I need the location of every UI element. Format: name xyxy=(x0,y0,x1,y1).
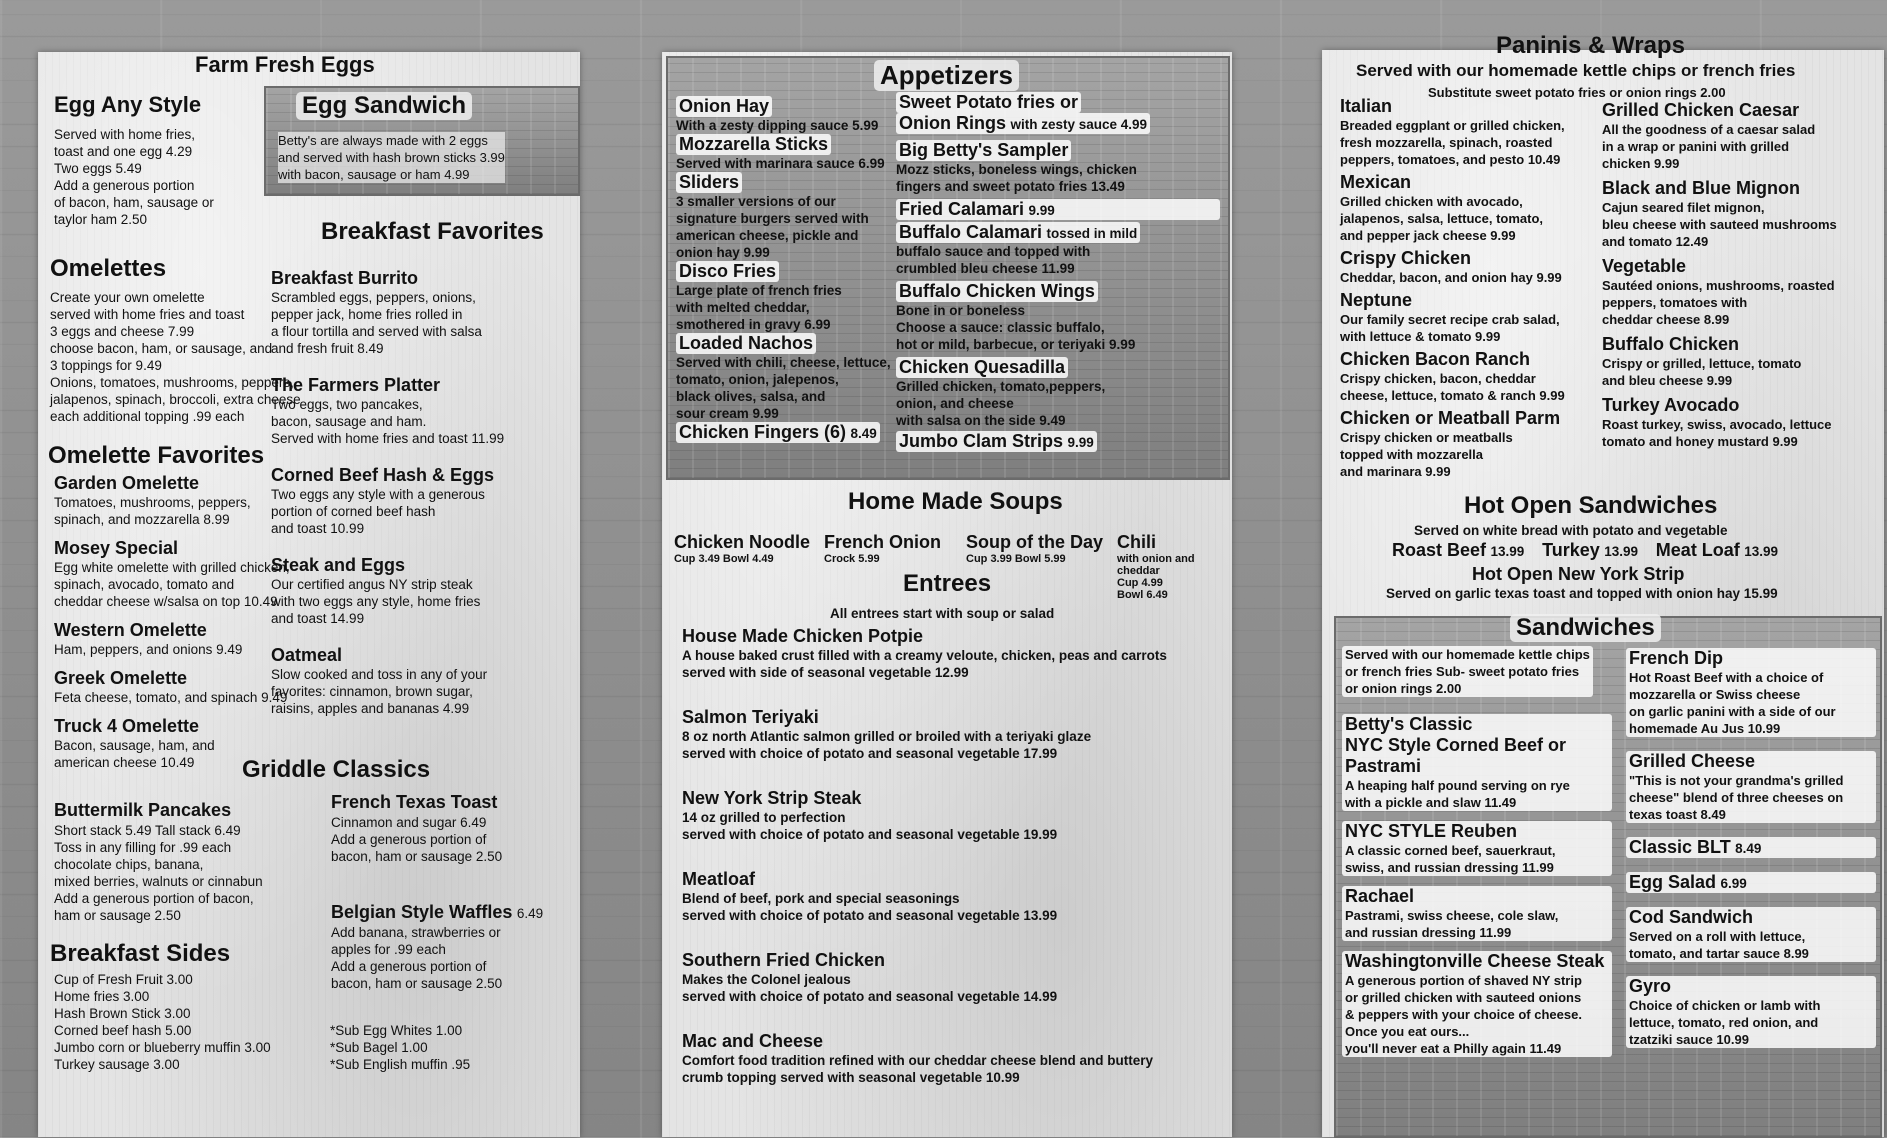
chicken-fingers-name: Chicken Fingers (6) xyxy=(679,422,847,442)
breakfast-item-name: Steak and Eggs xyxy=(271,555,406,575)
hot-open-item xyxy=(1392,540,1525,560)
panini-name: Vegetable xyxy=(1602,256,1687,276)
appetizer-desc: With a zesty dipping sauce 5.99 xyxy=(676,118,879,133)
entree-name: New York Strip Steak xyxy=(682,788,862,808)
sandwiches-title: Sandwiches xyxy=(1510,614,1661,642)
farm-fresh-eggs-title: Farm Fresh Eggs xyxy=(195,52,375,77)
omelette-item-name: Western Omelette xyxy=(54,620,207,640)
panini-desc: Breaded eggplant or grilled chicken, fresh mozzarella, spinach, roasted peppers, tomatoes, and pesto 10.49 xyxy=(1340,118,1565,167)
soup-name: Soup of the Day xyxy=(966,532,1104,552)
appetizer-price: 9.99 xyxy=(1028,203,1055,218)
panini-desc: Roast turkey, swiss, avocado, lettuce tomato and honey mustard 9.99 xyxy=(1602,417,1832,449)
appetizer-name: Disco Fries xyxy=(676,261,779,282)
panini-name: Turkey Avocado xyxy=(1602,395,1740,415)
paninis-title: Paninis & Wraps xyxy=(1496,32,1685,59)
sandwich-item xyxy=(1626,976,1876,1048)
breakfast-sides-name: Breakfast Sides xyxy=(50,940,231,967)
sandwich-name: Egg Salad xyxy=(1629,872,1717,892)
panini-item xyxy=(1602,395,1880,450)
appetizers-box xyxy=(666,56,1230,480)
panini-desc: Crispy chicken or meatballs topped with mozzarella and marinara 9.99 xyxy=(1340,430,1513,479)
appetizer-name: Buffalo Calamari xyxy=(899,222,1043,242)
lunch-panel xyxy=(662,52,1232,1137)
omelette-item-desc: Ham, peppers, and onions 9.49 xyxy=(54,642,243,657)
buttermilk-desc: Short stack 5.49 Tall stack 6.49 Toss in any filling for .99 each chocolate chips, banana, mixed berries, walnuts or cinnabun Add a generous portion of bacon, ham or sausage 2.50 xyxy=(54,823,263,923)
soup-name: Chicken Noodle xyxy=(674,532,811,552)
appetizer-name: Mozzarella Sticks xyxy=(676,134,831,155)
panini-desc: Sautéed onions, mushrooms, roasted peppers, tomatoes with cheddar cheese 8.99 xyxy=(1602,278,1835,327)
breakfast-panel xyxy=(38,52,580,1137)
appetizer-name: Buffalo Chicken Wings xyxy=(896,281,1098,302)
hot-open-item-name: Turkey xyxy=(1542,540,1600,560)
omelettes-desc: Create your own omelette served with home fries and toast 3 eggs and cheese 7.99 choose bacon, ham, or sausage, and 3 toppings for 9.49 Onions, tomatoes, mushrooms, peppers, jalapenos, spinach, broccoli, extra cheese each additional topping .99 each xyxy=(50,290,301,424)
waffles-heading xyxy=(331,902,543,923)
breakfast-item xyxy=(271,465,561,537)
sandwich-item xyxy=(1626,751,1876,823)
hot-open-item-price: 13.99 xyxy=(1604,544,1639,559)
appetizer-name: Chicken Quesadilla xyxy=(896,357,1068,378)
substitutions: *Sub Egg Whites 1.00 *Sub Bagel 1.00 *Sub English muffin .95 xyxy=(330,1023,471,1072)
sandwich-desc: "This is not your grandma's grilled cheese" blend of three cheeses on texas toast 8.49 xyxy=(1629,773,1844,822)
breakfast-item xyxy=(271,375,561,447)
entrees-subtitle: All entrees start with soup or salad xyxy=(830,606,1055,621)
buttermilk-name: Buttermilk Pancakes xyxy=(54,800,232,820)
breakfast-item-name: Corned Beef Hash & Eggs xyxy=(271,465,495,485)
hot-open-item xyxy=(1655,540,1779,560)
sandwich-name: French Dip xyxy=(1629,648,1724,668)
sandwich-name: Betty's Classic NYC Style Corned Beef or Pastrami xyxy=(1345,714,1567,776)
sandwich-item xyxy=(1342,821,1612,876)
panini-name: Black and Blue Mignon xyxy=(1602,178,1801,198)
breakfast-items xyxy=(271,268,561,717)
omelette-item-name: Truck 4 Omelette xyxy=(54,716,200,736)
griddle-classics-title: Griddle Classics xyxy=(242,756,431,783)
sandwich-item xyxy=(1626,648,1876,737)
soup-item xyxy=(824,532,941,565)
hot-open-item-price: 13.99 xyxy=(1490,544,1525,559)
entree-name: Southern Fried Chicken xyxy=(682,950,886,970)
appetizer-desc: 3 smaller versions of our signature burgers served with american cheese, pickle and onion hay 9.99 xyxy=(676,194,869,260)
appetizer-desc: Served with marinara sauce 6.99 xyxy=(676,156,885,171)
panini-desc: Crispy or grilled, lettuce, tomato and bleu cheese 9.99 xyxy=(1602,356,1802,388)
entree-item xyxy=(682,707,1222,762)
appetizer-desc: Served with chili, cheese, lettuce, tomato, onion, jalepenos, black olives, salsa, and sour cream 9.99 xyxy=(676,355,891,421)
entree-item xyxy=(682,788,1222,843)
panini-name: Buffalo Chicken xyxy=(1602,334,1740,354)
sandwich-name: Gyro xyxy=(1629,976,1672,996)
entree-desc: A house baked crust filled with a creamy veloute, chicken, peas and carrots served with side of seasonal vegetable 12.99 xyxy=(682,648,1167,680)
sandwich-price: 6.99 xyxy=(1720,876,1747,891)
onion-rings-tail: with zesty sauce 4.99 xyxy=(1010,117,1148,132)
appetizers-right xyxy=(896,92,1220,452)
appetizer-item xyxy=(896,199,1220,220)
appetizer-tail: tossed in mild xyxy=(1046,226,1138,241)
breakfast-item xyxy=(271,645,561,717)
entree-item xyxy=(682,950,1222,1005)
panini-name: Italian xyxy=(1340,96,1393,116)
soup-desc: Cup 3.49 Bowl 4.49 xyxy=(674,553,774,565)
french-toast-desc: Cinnamon and sugar 6.49 Add a generous portion of bacon, ham or sausage 2.50 xyxy=(331,815,503,864)
entree-name: House Made Chicken Potpie xyxy=(682,626,924,646)
hot-ny-desc: Served on garlic texas toast and topped with onion hay 15.99 xyxy=(1386,586,1778,601)
sandwich-desc: A generous portion of shaved NY strip or grilled chicken with sauteed onions & peppers with your choice of cheese. Once you eat ours... you'll never eat a Philly again 11.49 xyxy=(1345,973,1582,1056)
entree-desc: 14 oz grilled to perfection served with choice of potato and seasonal vegetable 19.99 xyxy=(682,810,1058,842)
paninis-subtitle2: Substitute sweet potato fries or onion rings 2.00 xyxy=(1428,85,1726,100)
entree-desc: Comfort food tradition refined with our cheddar cheese blend and buttery crumb topping served with seasonal vegetable 10.99 xyxy=(682,1053,1154,1085)
breakfast-item-name: The Farmers Platter xyxy=(271,375,441,395)
appetizer-desc: Grilled chicken, tomato,peppers, onion, and cheese with salsa on the side 9.49 xyxy=(896,379,1106,428)
waffles-price: 6.49 xyxy=(516,906,544,921)
entree-item xyxy=(682,869,1222,924)
appetizer-desc: Mozz sticks, boneless wings, chicken fingers and sweet potato fries 13.49 xyxy=(896,162,1137,194)
sandwich-name: Cod Sandwich xyxy=(1629,907,1754,927)
soup-item xyxy=(966,532,1103,565)
hot-open-item xyxy=(1542,540,1639,560)
panini-item xyxy=(1340,349,1610,404)
breakfast-item xyxy=(271,555,561,627)
panini-item xyxy=(1340,172,1610,244)
sandwich-desc: A heaping half pound serving on rye with a pickle and slaw 11.49 xyxy=(1345,778,1570,810)
panini-item xyxy=(1602,178,1880,250)
appetizer-name: Loaded Nachos xyxy=(676,333,816,354)
appetizer-name: Sliders xyxy=(676,172,742,193)
panini-name: Neptune xyxy=(1340,290,1412,310)
onion-rings-name: Onion Rings xyxy=(899,113,1006,133)
appetizers-title: Appetizers xyxy=(874,60,1019,91)
hot-open-item-name: Meat Loaf xyxy=(1655,540,1740,560)
breakfast-favorites-title: Breakfast Favorites xyxy=(321,218,544,245)
soup-desc: with onion and cheddar Cup 4.99 Bowl 6.49 xyxy=(1117,553,1195,601)
appetizer-heading xyxy=(896,222,1140,243)
chicken-fingers xyxy=(676,422,880,443)
omelette-item-name: Greek Omelette xyxy=(54,668,188,688)
panini-item xyxy=(1340,408,1610,480)
entree-item xyxy=(682,1031,1222,1086)
sandwich-item xyxy=(1342,714,1612,811)
panini-item xyxy=(1602,100,1880,172)
breakfast-item-desc: Slow cooked and toss in any of your favorites: cinnamon, brown sugar, raisins, apples and bananas 4.99 xyxy=(271,667,488,716)
waffles-desc: Add banana, strawberries or apples for .99 each Add a generous portion of bacon, ham or sausage 2.50 xyxy=(331,925,503,991)
sandwich-desc: Served on a roll with lettuce, tomato, and tartar sauce 8.99 xyxy=(1629,929,1809,961)
panini-item xyxy=(1340,248,1610,286)
soup-desc: Crock 5.99 xyxy=(824,553,880,565)
clam-strips-name: Jumbo Clam Strips xyxy=(899,431,1064,451)
omelette-item-desc: Tomatoes, mushrooms, peppers, spinach, and mozzarella 8.99 xyxy=(54,495,251,527)
soup-desc: Cup 3.99 Bowl 5.99 xyxy=(966,553,1066,565)
egg-any-style-name: Egg Any Style xyxy=(54,92,202,117)
entree-desc: Blend of beef, pork and special seasonings served with choice of potato and seasonal vegetable 13.99 xyxy=(682,891,1058,923)
sandwich-item xyxy=(1342,886,1612,941)
hot-open-title: Hot Open Sandwiches xyxy=(1464,492,1718,519)
panini-desc: Cajun seared filet mignon, bleu cheese with sauteed mushrooms and tomato 12.49 xyxy=(1602,200,1837,249)
appetizer-item xyxy=(896,222,1220,277)
paninis-subtitle: Served with our homemade kettle chips or french fries xyxy=(1356,61,1796,80)
sandwich-panel xyxy=(1322,32,1884,1137)
panini-name: Mexican xyxy=(1340,172,1412,192)
hot-open-subtitle: Served on white bread with potato and vegetable xyxy=(1414,523,1728,538)
appetizer-desc: Large plate of french fries with melted cheddar, smothered in gravy 6.99 xyxy=(676,283,842,332)
egg-sandwich-name: Egg Sandwich xyxy=(296,92,472,120)
sandwich-right-column xyxy=(1626,648,1876,1048)
entree-item xyxy=(682,626,1222,681)
waffles-name: Belgian Style Waffles xyxy=(331,902,513,922)
panini-item xyxy=(1340,290,1610,345)
entree-name: Meatloaf xyxy=(682,869,756,889)
sandwich-name: Grilled Cheese xyxy=(1629,751,1756,771)
entree-name: Mac and Cheese xyxy=(682,1031,824,1051)
sandwich-item xyxy=(1626,837,1876,858)
egg-sandwich-box xyxy=(264,86,580,196)
egg-any-style-desc: Served with home fries, toast and one egg 4.29 Two eggs 5.49 Add a generous portion of bacon, ham, sausage or taylor ham 2.50 xyxy=(54,127,214,227)
appetizer-desc: Bone in or boneless Choose a sauce: classic buffalo, hot or mild, barbecue, or teriyaki 9.99 xyxy=(896,303,1136,352)
soup-name: Chili xyxy=(1117,532,1156,552)
breakfast-item-name: Oatmeal xyxy=(271,645,343,665)
sandwich-desc: Choice of chicken or lamb with lettuce, tomato, red onion, and tzatziki sauce 10.99 xyxy=(1629,998,1821,1047)
entree-desc: 8 oz north Atlantic salmon grilled or broiled with a teriyaki glaze served with choice of potato and seasonal vegetable 17.99 xyxy=(682,729,1092,761)
omelette-item-name: Garden Omelette xyxy=(54,473,200,493)
clam-strips-price: 9.99 xyxy=(1067,435,1094,450)
sandwich-name: Washingtonville Cheese Steak xyxy=(1345,951,1605,971)
entrees-title: Entrees xyxy=(903,570,992,597)
sandwich-price: 8.49 xyxy=(1735,841,1762,856)
sweet-potato-line2 xyxy=(896,113,1150,134)
breakfast-item-name: Breakfast Burrito xyxy=(271,268,419,288)
appetizer-name: Fried Calamari xyxy=(899,199,1025,219)
hot-ny-strip: Hot Open New York Strip xyxy=(1472,564,1685,584)
appetizer-item xyxy=(896,357,1220,429)
panini-item xyxy=(1602,256,1880,328)
panini-name: Chicken Bacon Ranch xyxy=(1340,349,1531,369)
panini-left-column xyxy=(1340,96,1610,480)
omelette-item-desc: Egg white omelette with grilled chicken, spinach, avocado, tomato and cheddar cheese w/salsa on top 10.49 xyxy=(54,560,290,609)
omelette-item-desc: Feta cheese, tomato, and spinach 9.49 xyxy=(54,690,288,705)
appetizer-item xyxy=(896,281,1220,353)
french-toast-name: French Texas Toast xyxy=(331,792,498,812)
sandwiches-box xyxy=(1334,616,1882,1138)
appetizer-item xyxy=(896,140,1220,195)
breakfast-item-desc: Two eggs any style with a generous portion of corned beef hash and toast 10.99 xyxy=(271,487,485,536)
hot-open-item-name: Roast Beef xyxy=(1392,540,1487,560)
appetizer-name: Big Betty's Sampler xyxy=(896,140,1071,161)
soup-item xyxy=(1117,532,1234,601)
panini-name: Grilled Chicken Caesar xyxy=(1602,100,1800,120)
sandwich-name: Rachael xyxy=(1345,886,1415,906)
panini-name: Chicken or Meatball Parm xyxy=(1340,408,1561,428)
panini-item xyxy=(1602,334,1880,389)
entrees-list xyxy=(682,626,1222,1086)
sandwich-item xyxy=(1342,951,1612,1057)
breakfast-item-desc: Our certified angus NY strip steak with two eggs any style, home fries and toast 14.99 xyxy=(271,577,481,626)
hot-open-item-price: 13.99 xyxy=(1744,544,1779,559)
sandwich-name: Classic BLT xyxy=(1629,837,1731,857)
sandwich-item xyxy=(1626,907,1876,962)
omelette-favorites-title: Omelette Favorites xyxy=(48,442,265,469)
soup-name: French Onion xyxy=(824,532,941,552)
panini-name: Crispy Chicken xyxy=(1340,248,1472,268)
sandwiches-subtitle: Served with our homemade kettle chips or french fries Sub- sweet potato fries or onion rings 2.00 xyxy=(1342,646,1593,697)
sandwich-desc: Hot Roast Beef with a choice of mozzarella or Swiss cheese on garlic panini with a side of our homemade Au Jus 10.99 xyxy=(1629,670,1836,736)
panini-desc: Cheddar, bacon, and onion hay 9.99 xyxy=(1340,270,1562,285)
panini-item xyxy=(1340,96,1610,168)
breakfast-item xyxy=(271,268,561,357)
soups-title: Home Made Soups xyxy=(848,488,1063,515)
entree-name: Salmon Teriyaki xyxy=(682,707,819,727)
omelettes-name: Omelettes xyxy=(50,255,167,282)
panini-right-column xyxy=(1602,100,1880,450)
omelette-item-name: Mosey Special xyxy=(54,538,179,558)
appetizer-name: Onion Hay xyxy=(676,96,772,117)
soup-item xyxy=(674,532,810,565)
breakfast-sides-desc: Cup of Fresh Fruit 3.00 Home fries 3.00 Hash Brown Stick 3.00 Corned beef hash 5.00 Jumbo corn or blueberry muffin 3.00 Turkey sausage 3.00 xyxy=(54,972,271,1072)
sandwich-item xyxy=(1626,872,1876,893)
sandwich-name: NYC STYLE Reuben xyxy=(1345,821,1518,841)
sandwich-desc: A classic corned beef, sauerkraut, swiss, and russian dressing 11.99 xyxy=(1345,843,1556,875)
egg-sandwich-desc: Betty's are always made with 2 eggs and served with hash brown sticks 3.99 with bacon, sausage or ham 4.99 xyxy=(278,133,505,182)
breakfast-item-desc: Two eggs, two pancakes, bacon, sausage and ham. Served with home fries and toast 11.99 xyxy=(271,397,505,446)
sandwich-left-column xyxy=(1342,714,1612,1057)
hot-open-items xyxy=(1392,540,1778,561)
omelette-item-desc: Bacon, sausage, ham, and american cheese 10.49 xyxy=(54,738,215,770)
chicken-fingers-price: 8.49 xyxy=(850,426,877,441)
panini-desc: Grilled chicken with avocado, jalapenos, salsa, lettuce, tomato, and pepper jack cheese 9.99 xyxy=(1340,194,1544,243)
panini-desc: All the goodness of a caesar salad in a wrap or panini with grilled chicken 9.99 xyxy=(1602,122,1816,171)
panini-desc: Crispy chicken, bacon, cheddar cheese, lettuce, tomato & ranch 9.99 xyxy=(1340,371,1565,403)
sandwich-desc: Pastrami, swiss cheese, cole slaw, and russian dressing 11.99 xyxy=(1345,908,1559,940)
clam-strips xyxy=(896,431,1097,452)
sweet-potato-line1: Sweet Potato fries or xyxy=(896,92,1081,113)
appetizer-desc: buffalo sauce and topped with crumbled bleu cheese 11.99 xyxy=(896,244,1091,276)
panini-desc: Our family secret recipe crab salad, with lettuce & tomato 9.99 xyxy=(1340,312,1560,344)
breakfast-item-desc: Scrambled eggs, peppers, onions, pepper jack, home fries rolled in a flour tortilla and served with salsa and fresh fruit 8.49 xyxy=(271,290,482,356)
entree-desc: Makes the Colonel jealous served with choice of potato and seasonal vegetable 14.99 xyxy=(682,972,1058,1004)
